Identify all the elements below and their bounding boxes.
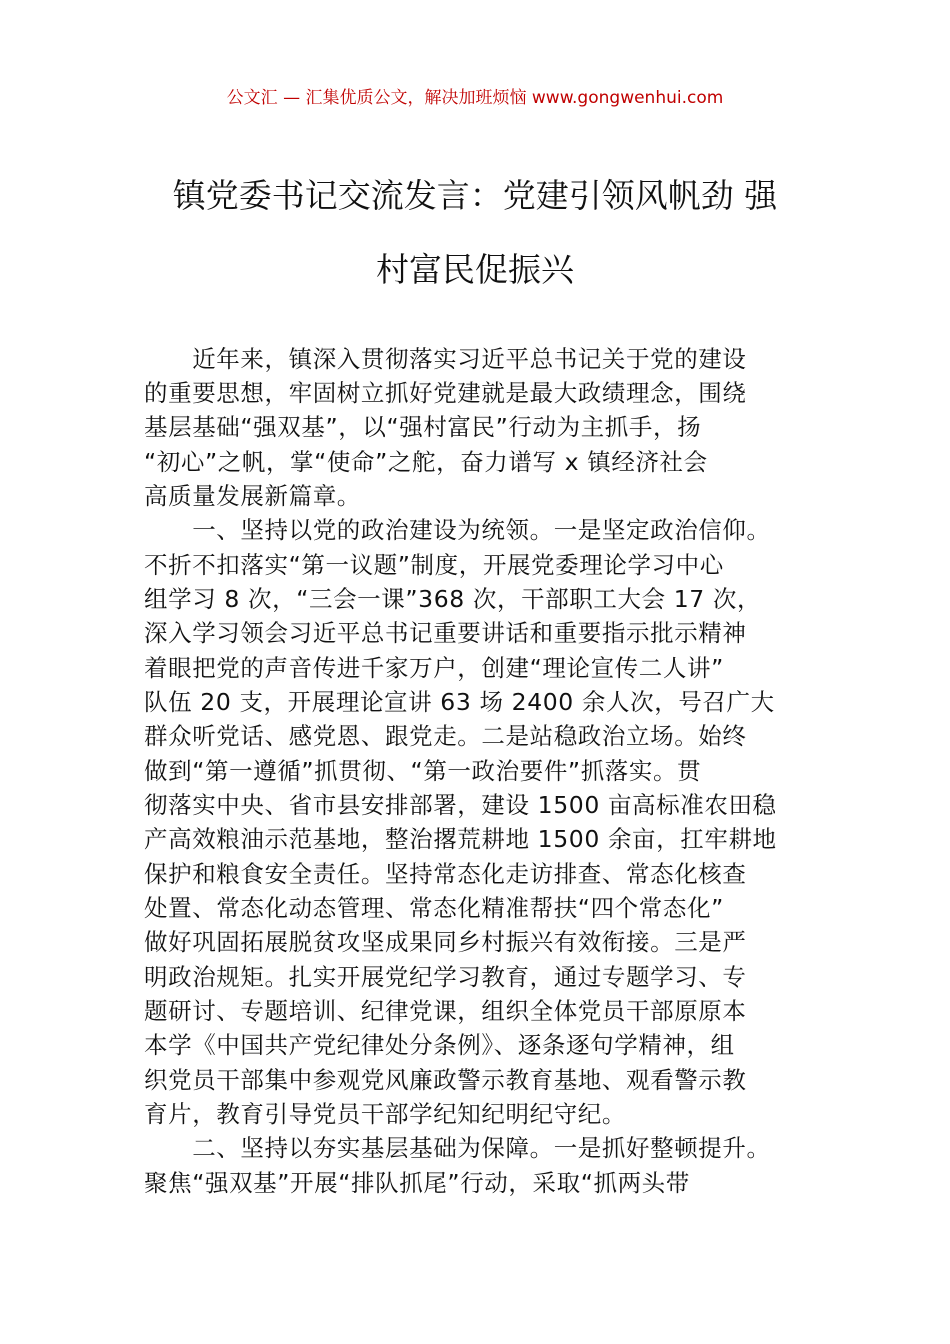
body-line: 一、坚持以党的政治建设为统领。一是坚定政治信仰。 [144,516,771,544]
body-line: 不折不扣落实“第一议题”制度，开展党委理论学习中心 [144,551,724,579]
body-line: 做好巩固拓展脱贫攻坚成果同乡村振兴有效衔接。三是严 [144,928,747,956]
body-line: 聚焦“强双基”开展“排队抓尾”行动，采取“抓两头带 [144,1169,690,1197]
body-line: 本学《中国共产党纪律处分条例》、逐条逐句学精神，组 [144,1031,735,1059]
body-line: 做到“第一遵循”抓贯彻、“第一政治要件”抓落实。贯 [144,757,702,785]
site-header-banner: 公文汇 — 汇集优质公文，解决加班烦恼 www.gongwenhui.com [226,88,724,108]
body-line: 产高效粮油示范基地，整治撂荒耕地 1500 余亩，扛牢耕地 [144,825,777,853]
body-line: 深入学习领会习近平总书记重要讲话和重要指示批示精神 [144,619,747,647]
body-line: 基层基础“强双基”，以“强村富民”行动为主抓手，扬 [144,413,702,441]
body-line: 群众听党话、感党恩、跟党走。二是站稳政治立场。始终 [144,722,747,750]
body-line: 二、坚持以夯实基层基础为保障。一是抓好整顿提升。 [144,1134,771,1162]
body-line: 题研讨、专题培训、纪律党课，组织全体党员干部原原本 [144,997,747,1025]
body-line: 的重要思想，牢固树立抓好党建就是最大政绩理念，围绕 [144,379,747,407]
body-line: 高质量发展新篇章。 [144,482,361,510]
document-title-line-1: 镇党委书记交流发言：党建引领风帆劲 强 [172,176,778,215]
body-line: 保护和粮食安全责任。坚持常态化走访排查、常态化核查 [144,860,747,888]
body-line: 织党员干部集中参观党风廉政警示教育基地、观看警示教 [144,1066,747,1094]
body-line: 组学习 8 次，“三会一课”368 次，干部职工大会 17 次， [144,585,762,613]
body-line: “初心”之帆，掌“使命”之舵，奋力谱写 x 镇经济社会 [144,448,708,476]
body-line: 处置、常态化动态管理、常态化精准帮扶“四个常态化” [144,894,724,922]
body-line: 队伍 20 支，开展理论宣讲 63 场 2400 余人次，号召广大 [144,688,775,716]
body-line: 彻落实中央、省市县安排部署，建设 1500 亩高标准农田稳 [144,791,777,819]
body-line: 着眼把党的声音传进千家万户，创建“理论宣传二人讲” [144,654,724,682]
body-line: 育片，教育引导党员干部学纪知纪明纪守纪。 [144,1100,626,1128]
document-title-line-2: 村富民促振兴 [376,250,574,289]
body-line: 明政治规矩。扎实开展党纪学习教育，通过专题学习、专 [144,963,747,991]
body-line: 近年来，镇深入贯彻落实习近平总书记关于党的建设 [144,345,747,373]
